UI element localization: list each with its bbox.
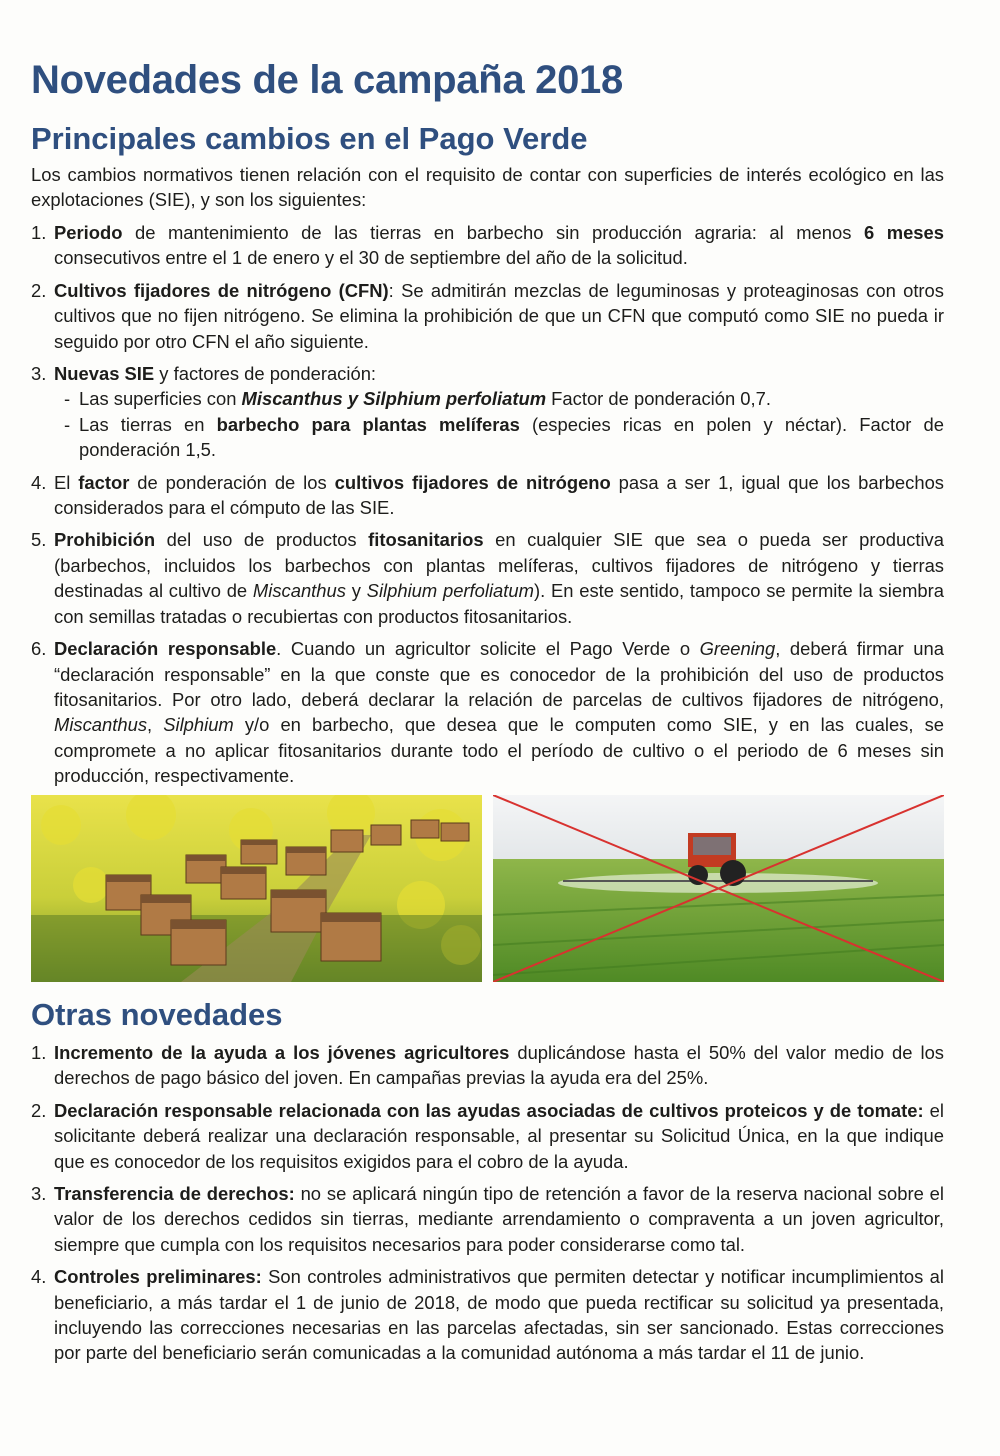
- section-heading-otras-novedades: Otras novedades: [31, 997, 283, 1032]
- section-heading-pago-verde: Principales cambios en el Pago Verde: [31, 121, 588, 156]
- list-item: 6. Declaración responsable. Cuando un agricultor solicite el Pago Verde o Greening, deberá firmar una “declaración responsable” en la que conste que es conocedor de la prohibición del uso de productos fitosanitarios. Por otro lado, deberá declarar la relación de parcelas de cultivos fijadores de nitrógeno, Miscanthus, Silphium y/o en barbecho, que desea que le computen como SIE, y en las cuales, se compromete a no aplicar fitosanitarios durante todo el período de cultivo o el periodo de 6 meses sin producción, respectivamente.: [31, 638, 944, 787]
- otras-novedades-list: [31, 1040, 944, 1373]
- list-item: 5. Prohibición del uso de productos fitosanitarios en cualquier SIE que sea o pueda ser productiva (barbechos, incluidos los barbechos con plantas melíferas, cultivos fijadores de nitrógeno y tierras destinadas al cultivo de Miscanthus y Silphium perfoliatum). En este sentido, tampoco se permite la siembra con semillas tratadas o recubiertas con productos fitosanitarios.: [31, 529, 944, 627]
- intro-paragraph: Los cambios normativos tienen relación con el requisito de contar con superficies de interés ecológico en las explotaciones (SIE), y son los siguientes:: [31, 164, 944, 211]
- page-title: Novedades de la campaña 2018: [31, 58, 623, 102]
- list-item: 4. Controles preliminares: Son controles administrativos que permiten detectar y notificar incumplimientos al beneficiario, a más tardar el 1 de junio de 2018, de modo que pueda rectificar su solicitud ya presentada, incluyendo las correcciones necesarias en las parcelas afectadas, sin ser sancionado. Estas correcciones por parte del beneficiario serán comunicadas a la comunidad autónoma a más tardar el 11 de junio.: [31, 1266, 944, 1364]
- list-item: 2. Cultivos fijadores de nitrógeno (CFN): Se admitirán mezclas de leguminosas y proteaginosas con otros cultivos que no fijen nitrógeno. Se elimina la prohibición de que un CFN que computó como SIE no pueda ir seguido por otro CFN el año siguiente.: [31, 279, 944, 352]
- list-item: 3. Transferencia de derechos: no se aplicará ningún tipo de retención a favor de la reserva nacional sobre el valor de los derechos cedidos sin tierras, mediante arrendamiento o compraventa a un joven agricultor, siempre que cumpla con los requisitos necesarios para poder considerarse como tal.: [31, 1183, 944, 1255]
- list-item: 1. Incremento de la ayuda a los jóvenes agricultores duplicándose hasta el 50% del valor medio de los derechos de pago básico del joven. En campañas previas la ayuda era del 25%.: [31, 1042, 944, 1089]
- list-item: 2. Declaración responsable relacionada con las ayudas asociadas de cultivos proteicos y de tomate: el solicitante deberá realizar una declaración responsable, al presentar su Solicitud Única, en la que indique que es conocedor de los requisitos exigidos para el cobro de la ayuda.: [31, 1099, 944, 1172]
- tractor-spraying-photo: [493, 795, 944, 982]
- beehives-photo: [31, 795, 482, 982]
- pago-verde-list: [31, 220, 944, 796]
- list-item: 3. Nuevas SIE y factores de ponderación: - Las superficies con Miscanthus y Silphium perfoliatum Factor de ponderación 0,7. - Las tierras en barbecho para plantas melíferas (especies ricas en polen y néctar). Factor de ponderación 1,5.: [31, 361, 944, 463]
- list-item: 1. Periodo de mantenimiento de las tierras en barbecho sin producción agraria: al menos 6 meses consecutivos entre el 1 de enero y el 30 de septiembre del año de la solicitud.: [31, 222, 944, 269]
- sub-item: - Las tierras en barbecho para plantas melíferas (especies ricas en polen y néctar). Factor de ponderación 1,5.: [64, 413, 945, 461]
- sub-item: - Las superficies con Miscanthus y Silphium perfoliatum Factor de ponderación 0,7.: [64, 388, 771, 410]
- list-item: 4. El factor de ponderación de los cultivos fijadores de nitrógeno pasa a ser 1, igual que los barbechos considerados para el cómputo de las SIE.: [31, 471, 944, 519]
